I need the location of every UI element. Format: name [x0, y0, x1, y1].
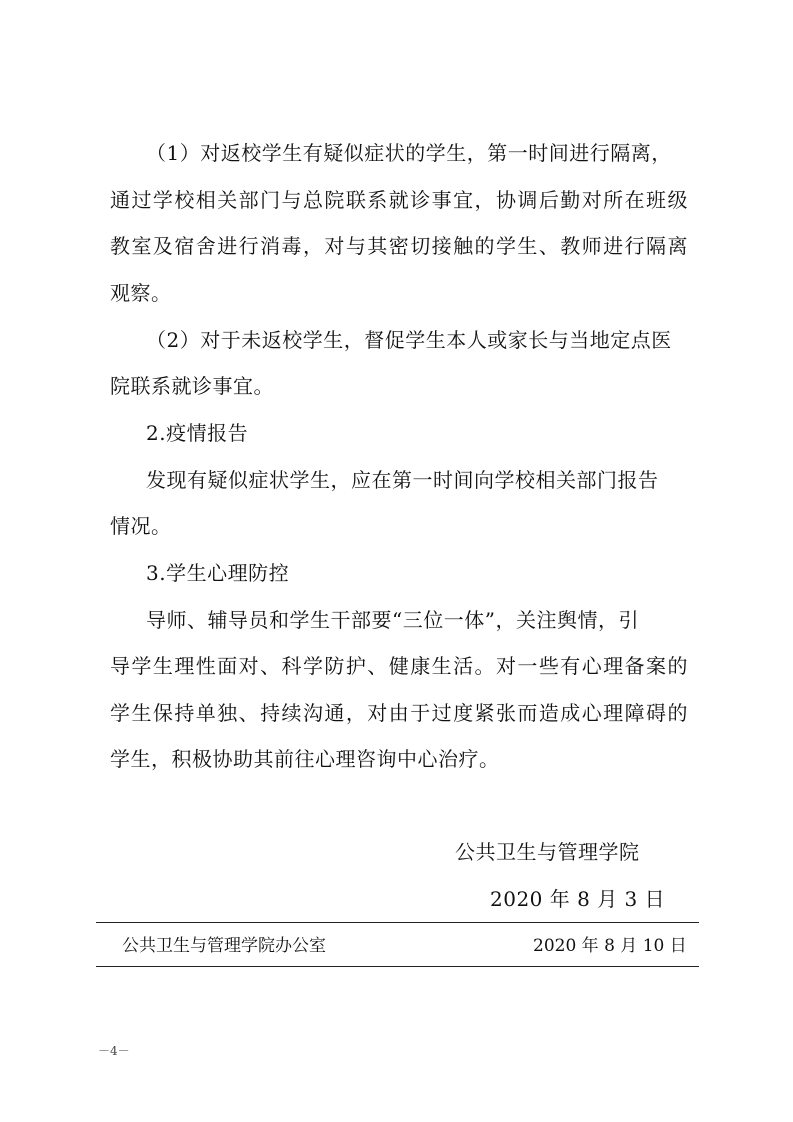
paragraph-4-line-1: 导师、辅导员和学生干部要“三位一体”，关注舆情，引: [146, 608, 639, 632]
paragraph-2-line-2: 院联系就诊事宜。: [110, 374, 274, 398]
paragraph-1-line-2: 通过学校相关部门与总院联系就诊事宜，协调后勤对所在班级: [110, 188, 688, 212]
paragraph-3-line-1: 发现有疑似症状学生，应在第一时间向学校相关部门报告: [146, 468, 659, 492]
paragraph-3-line-2: 情况。: [110, 514, 172, 538]
signature-date: 2020 年 8 月 3 日: [490, 887, 666, 911]
section-heading-3: 3.学生心理防控: [146, 561, 290, 585]
footer-date: 2020 年 8 月 10 日: [533, 936, 687, 956]
paragraph-4-line-2: 导学生理性面对、科学防护、健康生活。对一些有心理备案的: [110, 654, 688, 678]
signature-organization: 公共卫生与管理学院: [455, 840, 640, 864]
footer-issuer: 公共卫生与管理学院办公室: [122, 936, 326, 956]
footer-top-rule: [96, 922, 699, 923]
section-heading-2: 2.疫情报告: [146, 421, 249, 445]
paragraph-1-line-1: （1）对返校学生有疑似症状的学生，第一时间进行隔离，: [146, 141, 672, 165]
paragraph-4-line-4: 学生，积极协助其前往心理咨询中心治疗。: [110, 747, 500, 771]
paragraph-2-line-1: （2）对于未返校学生，督促学生本人或家长与当地定点医: [146, 328, 672, 352]
paragraph-4-line-3: 学生保持单独、持续沟通，对由于过度紧张而造成心理障碍的: [110, 701, 688, 725]
page-number: －4－: [98, 1044, 130, 1058]
footer-bottom-rule: [96, 966, 699, 967]
paragraph-1-line-3: 教室及宿舍进行消毒，对与其密切接触的学生、教师进行隔离: [110, 234, 688, 258]
paragraph-1-line-4: 观察。: [110, 281, 172, 305]
